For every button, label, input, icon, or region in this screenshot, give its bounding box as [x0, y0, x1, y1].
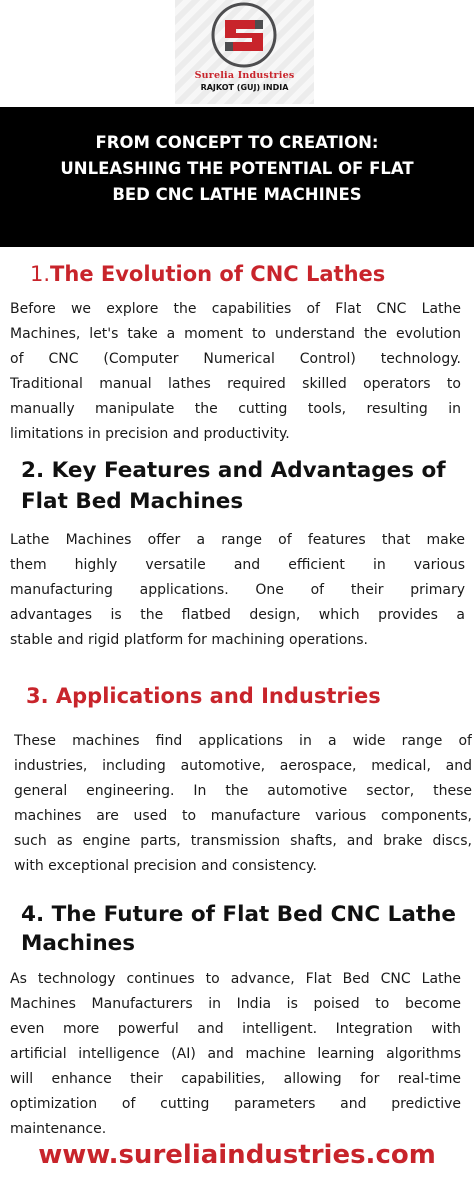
body-line: advantages is the flatbed design, which provides a	[10, 607, 465, 623]
section-1-heading	[30, 262, 385, 286]
body-line: Traditional manual lathes required skilled operators to	[10, 376, 461, 392]
section-4-body	[10, 967, 461, 1142]
body-line: Lathe Machines offer a range of features that make	[10, 532, 465, 548]
body-line: industries, including automotive, aerospace, medical, and	[14, 758, 472, 774]
section-3-body	[14, 729, 472, 879]
section-1-number: 1.	[30, 262, 51, 286]
title-banner	[0, 107, 474, 247]
surelia-s-logo-icon	[209, 2, 279, 68]
logo-location: RAJKOT (GUJ) INDIA	[200, 83, 289, 92]
body-line: These machines find applications in a wide range of	[14, 733, 472, 749]
body-line: them highly versatile and efficient in various	[10, 557, 465, 573]
body-line: maintenance.	[10, 1121, 107, 1137]
body-line: general engineering. In the automotive sector, these	[14, 783, 472, 799]
body-line: limitations in precision and productivity.	[10, 426, 290, 442]
banner-title-line: UNLEASHING THE POTENTIAL OF FLAT	[60, 159, 414, 178]
section-1-body	[10, 297, 461, 447]
section-4-heading-line-2: Machines	[21, 931, 136, 956]
body-line: such as engine parts, transmission shafts, and brake discs,	[14, 833, 472, 849]
section-3-heading: 3. Applications and Industries	[26, 684, 381, 708]
section-2-heading-line-2: Flat Bed Machines	[21, 489, 244, 514]
body-line: Machines, let's take a moment to understand the evolution	[10, 326, 461, 342]
body-line: artificial intelligence (AI) and machine learning algorithms	[10, 1046, 461, 1062]
body-line: Machines Manufacturers in India is poised to become	[10, 996, 461, 1012]
body-line: machines are used to manufacture various components,	[14, 808, 472, 824]
body-line: of CNC (Computer Numerical Control) technology.	[10, 351, 461, 367]
body-line: Before we explore the capabilities of Flat CNC Lathe	[10, 301, 461, 317]
section-2-body	[10, 528, 465, 653]
body-line: optimization of cutting parameters and predictive	[10, 1096, 461, 1112]
logo-block	[175, 0, 314, 104]
body-line: manufacturing applications. One of their primary	[10, 582, 465, 598]
body-line: manually manipulate the cutting tools, resulting in	[10, 401, 461, 417]
banner-title-line: BED CNC LATHE MACHINES	[112, 185, 362, 204]
banner-title-line: FROM CONCEPT TO CREATION:	[95, 133, 379, 152]
website-link[interactable]: www.sureliaindustries.com	[38, 1140, 436, 1170]
body-line: will enhance their capabilities, allowing for real-time	[10, 1071, 461, 1087]
body-line: even more powerful and intelligent. Integration with	[10, 1021, 461, 1037]
section-4-heading-line-1: 4. The Future of Flat Bed CNC Lathe	[21, 902, 457, 927]
section-1-title: The Evolution of CNC Lathes	[50, 262, 386, 286]
body-line: with exceptional precision and consistency.	[14, 858, 317, 874]
body-line: As technology continues to advance, Flat Bed CNC Lathe	[10, 971, 461, 987]
section-2-heading-line-1: 2. Key Features and Advantages of	[21, 458, 446, 483]
body-line: stable and rigid platform for machining operations.	[10, 632, 368, 648]
logo-company-name: Surelia Industries	[194, 70, 295, 81]
